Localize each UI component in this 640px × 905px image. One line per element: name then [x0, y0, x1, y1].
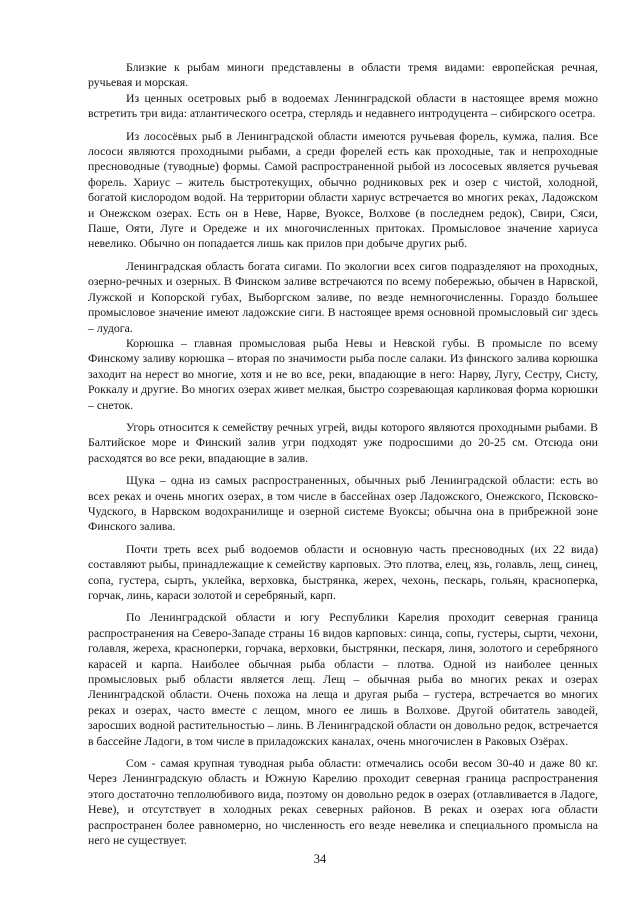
- paragraph-cyprinids: Почти треть всех рыб водоемов области и основную часть пресноводных (их 22 вида) составляют рыбы, принадлежащие к семейству карповых. Это плотва, елец, язь, голавль, лещ, синец, сопа, густера, сырть, уклейка, верховка, быстрянка, жерех, чехонь, пескарь, гольян, красноперка, горчак, линь, караси золотой и серебряный, карп.: [88, 541, 598, 602]
- paragraph-sturgeons: Из ценных осетровых рыб в водоемах Ленинградской области в настоящее время можно встретить три вида: атлантического осетра, стерлядь и недавнего интродуцента – сибирского осетра.: [88, 90, 598, 121]
- page-number: 34: [313, 852, 327, 866]
- paragraph-salmonids: Из лососёвых рыб в Ленинградской области имеются ручьевая форель, кумжа, палия. Все лососи являются проходными рыбами, а среди форелей есть как проходные, так и непроходные пресноводные (туводные) формы. Самой распространенной рыбой из лососевых является ручьевая форель. Хариус – житель быстротекущих, обычно родниковых рек и озер с чистой, холодной, богатой кислородом водой. На территории области хариус встречается во многих реках, Ладожском и Онежском озерах. Есть он в Неве, Нарве, Вуоксе, Волхове (в последнем редок), Свири, Сяси, Паше, Ояти, Луге и Оредеже и их многочисленных притоках. Промысловое значение хариуса невелико. Обычно он попадается лишь как прилов при добыче других рыб.: [88, 128, 598, 251]
- paragraph-eel: Угорь относится к семейству речных угрей, виды которого являются проходными рыбами. В Балтийское море и Финский залив угри подходят уже подросшими до 20-25 см. Отсюда они расходятся во все реки, впадающие в залив.: [88, 419, 598, 465]
- paragraph-catfish: Сом - самая крупная туводная рыба области: отмечались особи весом 30-40 и даже 80 кг. Через Ленинградскую область и Южную Карелию проходит северная граница распространения этого достаточно теплолюбивого вида, поэтому он довольно редок в озерах (отлавливается в Ладоге, Неве), и отсутствует в холодных реках северных районов. В реках и озерах юга области распространен более равномерно, но численность его везде невелика и специального промысла на него не существует.: [88, 756, 598, 848]
- document-body: [88, 60, 598, 849]
- paragraph-lampreys: Близкие к рыбам миноги представлены в области тремя видами: европейская речная, ручьевая и морская.: [88, 60, 598, 90]
- paragraph-whitefish: Ленинградская область богата сигами. По экологии всех сигов подразделяют на проходных, озерно-речных и озерных. В Финском заливе встречаются по всему побережью, обычен в Нарвской, Лужской и Копорской губах, Выборгском заливе, по везде немногочисленны. Гораздо большее промысловое значение имеют ладожские сиги. В настоящее время основной промысловый сиг здесь – лудога.: [88, 258, 598, 335]
- paragraph-pike: Щука – одна из самых распространенных, обычных рыб Ленинградской области: есть во всех реках и очень многих озерах, в том числе в бассейнах озер Ладожского, Онежского, Псковско-Чудского, в Нарвском водохранилище и озерной системе Вуоксы; обычна она в прибрежной зоне Финского залива.: [88, 473, 598, 534]
- paragraph-smelt: Корюшка – главная промысловая рыба Невы и Невской губы. В промысле по всему Финскому заливу корюшка – вторая по значимости рыба после салаки. Из финского залива корюшка заходит на нерест во многие, хотя и не во все, реки, впадающие в него: Нарву, Лугу, Сестру, Систу, Роккалу и другие. Во многих озерах живет мелкая, быстро созревающая карликовая форма корюшки – снеток.: [88, 335, 598, 412]
- paragraph-cyprinid-distribution: По Ленинградской области и югу Республики Карелия проходит северная граница распространения на Северо-Западе страны 16 видов карповых: синца, сопы, густеры, сырти, чехони, голавля, жереха, красноперки, горчака, верховки, быстрянки, пескаря, линя, золотого и серебряного карасей и карпа. Наиболее обычная рыба области – плотва. Одной из наиболее ценных промысловых рыб области является лещ. Лещ – обычная рыба во многих реках и озерах Ленинградской области. Очень похожа на леща и другая рыба – густера, встречается во многих реках и озерах, часто вместе с лещом, много ее лишь в Волхове. Другой обитатель заводей, заросших водной растительностью – линь. В Ленинградской области он довольно редок, встречается в бассейне Ладоги, в том числе в приладожских каналах, очень многочислен в Раковых Озёрах.: [88, 610, 598, 748]
